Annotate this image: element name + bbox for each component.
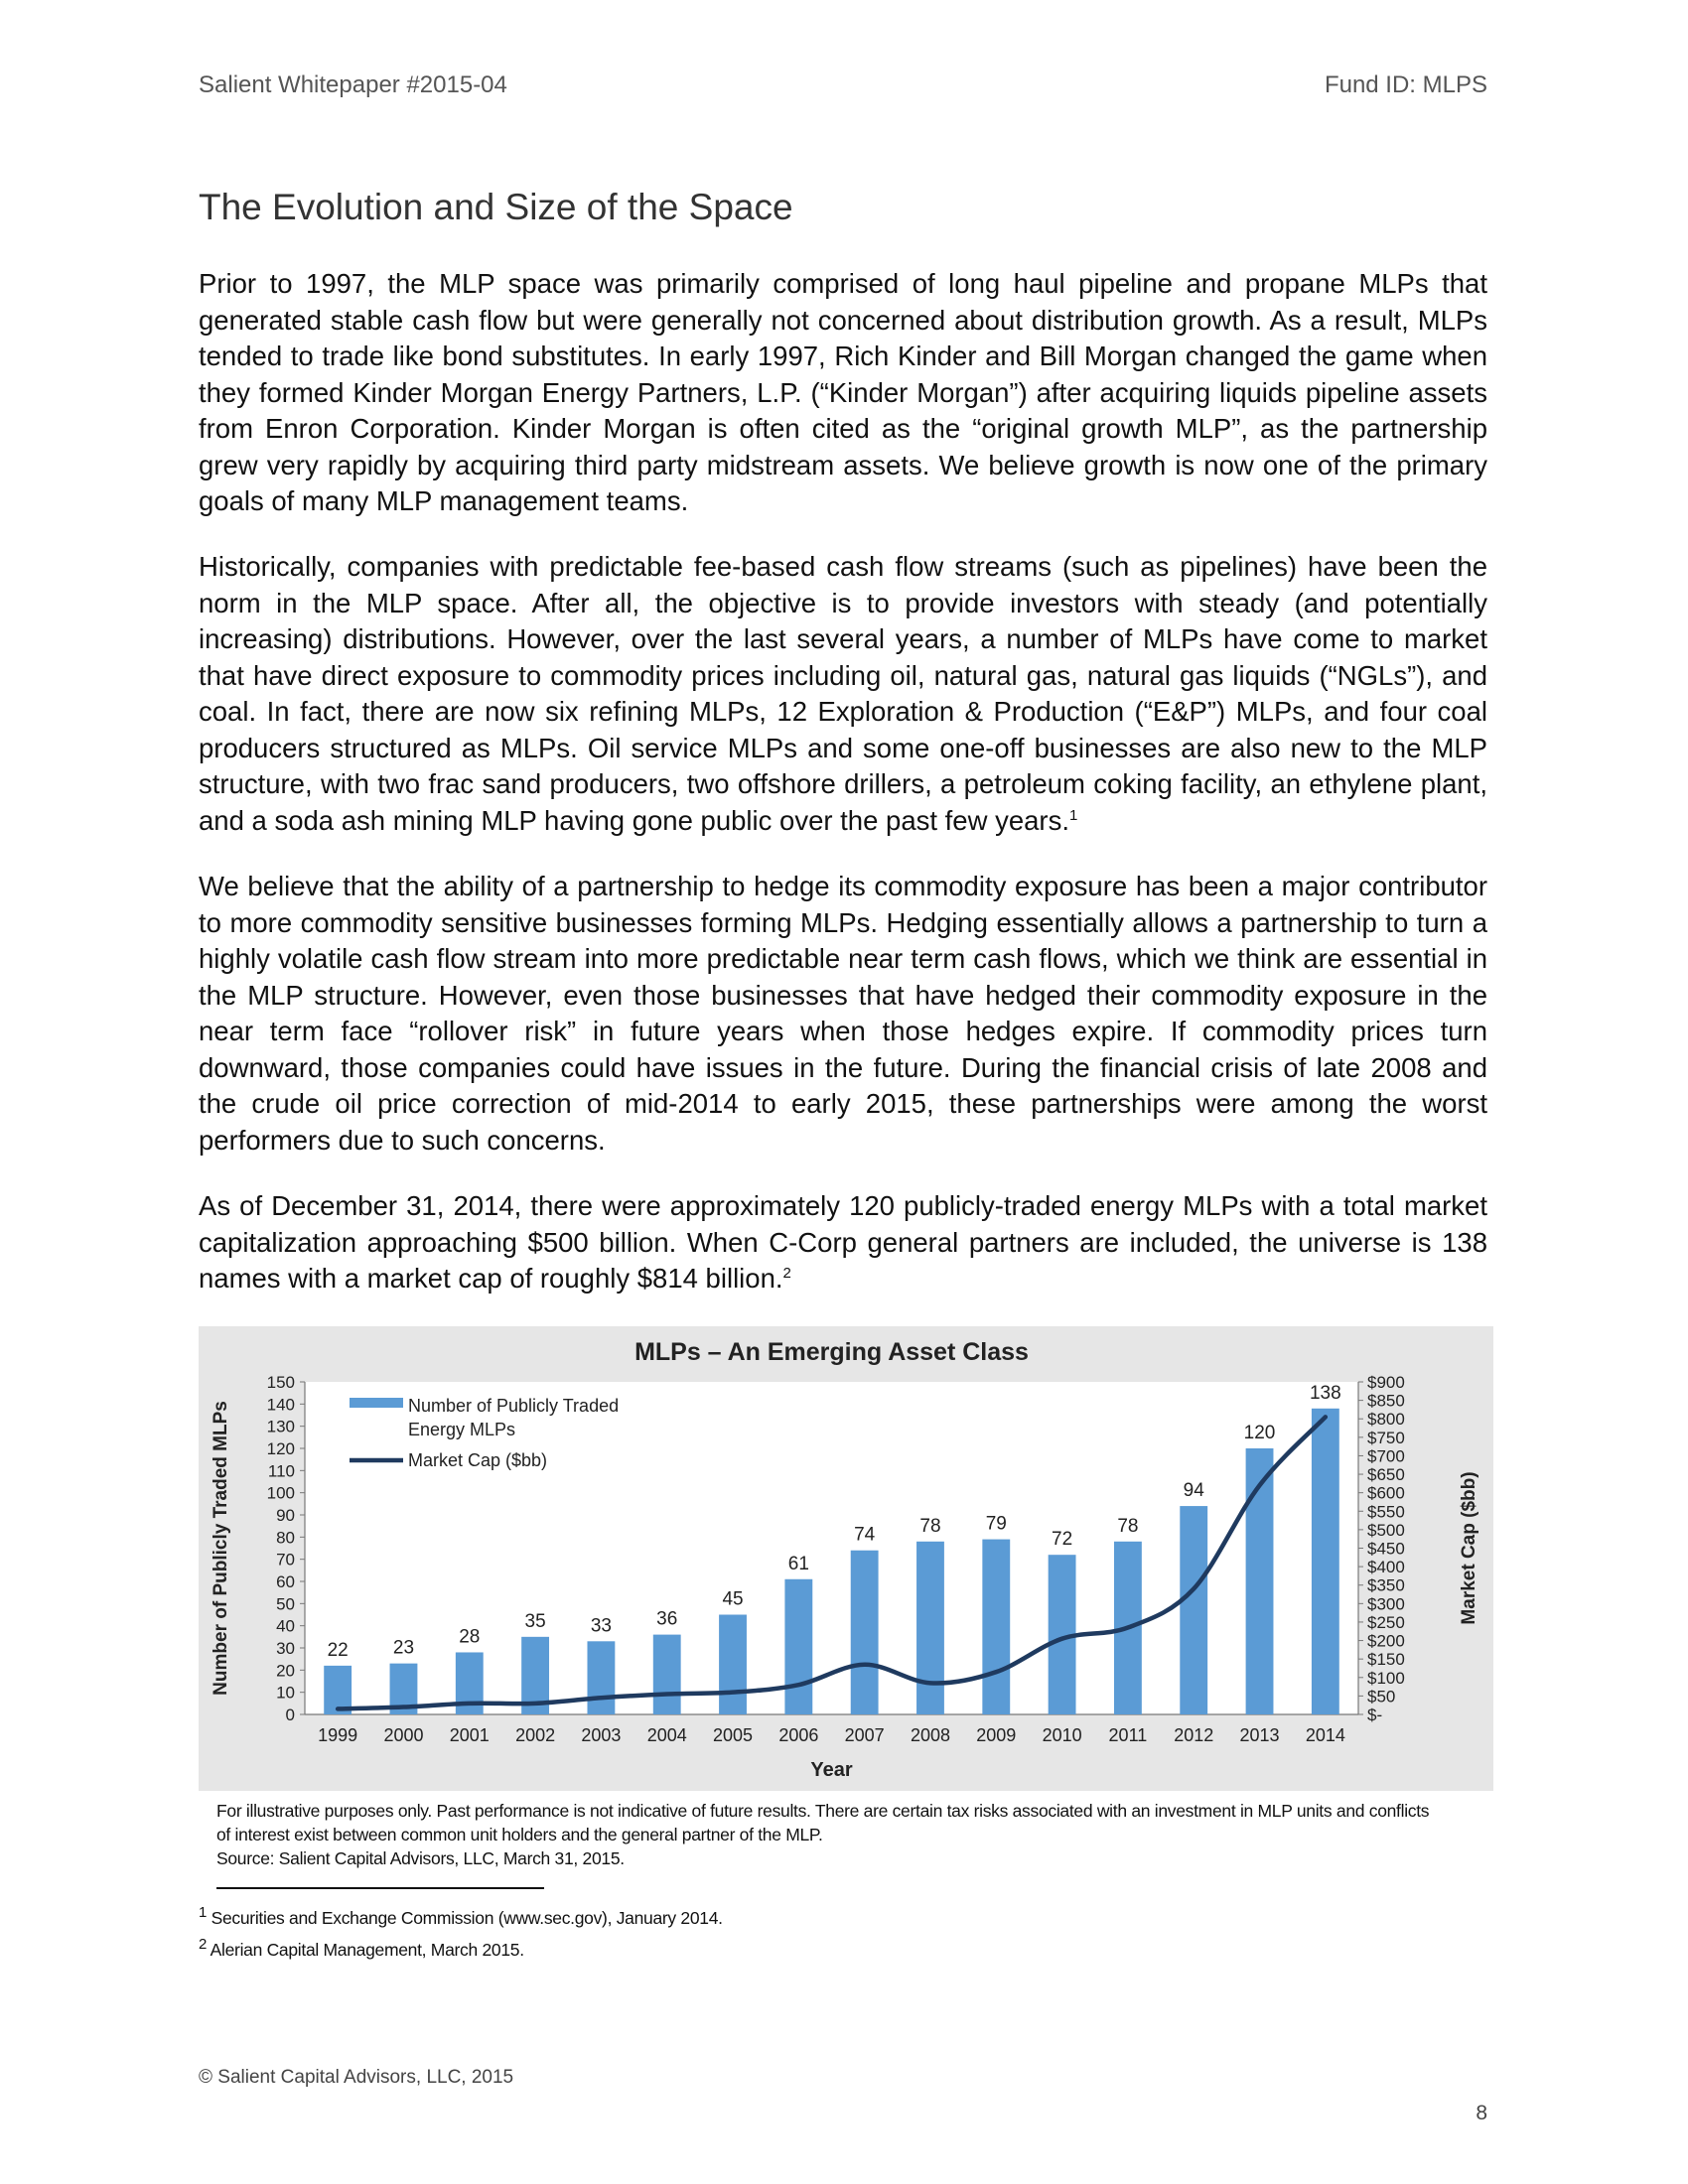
left-axis-tick-label: 70 [276, 1550, 295, 1570]
left-axis-tick-label: 130 [266, 1417, 295, 1436]
bar-data-label: 28 [459, 1626, 481, 1648]
x-axis-tick-label: 2009 [976, 1725, 1017, 1745]
left-axis-tick-label: 100 [266, 1483, 295, 1503]
chart-notes [216, 1799, 1487, 1870]
copyright: © Salient Capital Advisors, LLC, 2015 [199, 2067, 514, 2088]
chart-title: MLPs – An Emerging Asset Class [634, 1338, 1029, 1366]
right-axis-tick-label: $150 [1367, 1650, 1405, 1670]
right-axis-tick-label: $700 [1367, 1446, 1405, 1466]
bar-data-label: 94 [1183, 1480, 1204, 1502]
bar [653, 1635, 681, 1714]
right-axis-tick-label: $300 [1367, 1594, 1405, 1614]
bar-data-label: 120 [1243, 1423, 1276, 1443]
y2-axis-title: Market Cap ($bb) [1459, 1471, 1479, 1625]
footnote-1 [199, 1902, 723, 1934]
bar [1312, 1409, 1339, 1714]
x-axis-tick-label: 2007 [844, 1725, 885, 1745]
right-axis-tick-label: $- [1367, 1706, 1383, 1724]
bar-data-label: 78 [919, 1515, 941, 1537]
right-axis-tick-label: $500 [1367, 1520, 1405, 1540]
paragraph-3: We believe that the ability of a partnership to hedge its commodity exposure has been a major contributor to more commodity sensitive businesses forming MLPs. Hedging essentially allows a partnership to turn a highly volatile cash flow stream into more predictable near term cash flows, which we think are essential in the MLP structure. However, even those businesses that have hedged their commodity exposure in the near term face “rollover risk” in future years when those hedges expire. If commodity prices turn downward, those companies could have issues in the future. During the financial crisis of late 2008 and the crude oil price correction of mid-2014 to early 2015, these partnerships were among the worst performers due to such concerns. [199, 871, 1487, 1156]
left-axis-tick-label: 60 [276, 1572, 295, 1591]
footnote-2 [199, 1934, 723, 1966]
bar [916, 1542, 944, 1714]
chart-note-line-1: For illustrative purposes only. Past performance is not indicative of future results. There are certain tax risks associated with an investment in MLP units and conflicts [216, 1801, 1430, 1821]
source-divider [216, 1887, 544, 1889]
bar-data-label: 61 [787, 1553, 809, 1574]
paragraph-2-text: Historically, companies with predictable fee-based cash flow streams (such as pipelines) have been the norm in the MLP space. After all, the objective is to provide investors with steady (and potentially increasing) distributions. However, over the last several years, a number of MLPs have come to market that have direct exposure to commodity prices including oil, natural gas, natural gas liquids (“NGLs”), and coal. In fact, there are now six refining MLPs, 12 Exploration & Production (“E&P”) MLPs, and four coal producers structured as MLPs. Oil service MLPs and some one-off businesses are also new to the MLP structure, with two frac sand producers, two offshore drillers, a petroleum coking facility, an ethylene plant, and a soda ash mining MLP having gone public over the past few years. [199, 551, 1487, 836]
x-axis-tick-label: 2006 [778, 1725, 819, 1745]
legend-line-label: Market Cap ($bb) [408, 1450, 548, 1470]
left-axis-tick-label: 90 [276, 1506, 295, 1525]
bar [1180, 1506, 1207, 1714]
x-axis-tick-label: 2005 [713, 1725, 754, 1745]
section-title: The Evolution and Size of the Space [199, 187, 793, 227]
bar-data-label: 72 [1052, 1529, 1073, 1551]
x-axis-tick-label: 2010 [1042, 1725, 1082, 1745]
chart-container [199, 1326, 1493, 1791]
x-axis-tick-label: 2008 [910, 1725, 950, 1745]
right-axis-tick-label: $400 [1367, 1558, 1405, 1577]
footnote-ref-2: 2 [782, 1264, 791, 1282]
bar-data-label: 35 [524, 1610, 546, 1632]
header-left: Salient Whitepaper #2015-04 [199, 71, 507, 98]
paragraph-2 [199, 549, 1487, 839]
footnote-ref-1: 1 [1068, 806, 1078, 824]
chart-source: Source: Salient Capital Advisors, LLC, March 31, 2015. [216, 1848, 625, 1868]
left-axis-tick-label: 40 [276, 1616, 295, 1636]
bar-data-label: 23 [392, 1637, 415, 1659]
right-axis-tick-label: $800 [1367, 1410, 1405, 1430]
x-axis-tick-label: 2003 [581, 1725, 622, 1745]
x-axis-tick-label: 2012 [1174, 1725, 1214, 1745]
right-axis-tick-label: $450 [1367, 1539, 1405, 1559]
legend-bar-label-line-1: Number of Publicly Traded [408, 1396, 620, 1416]
bar [719, 1615, 747, 1715]
legend-bar-label-line-2: Energy MLPs [408, 1420, 516, 1439]
right-axis-tick-label: $200 [1367, 1631, 1405, 1651]
paragraph-4-text: As of December 31, 2014, there were approximately 120 publicly-traded energy MLPs with a total market capitalization approaching $500 billion. When C-Corp general partners are included, the universe is 138 names with a market cap of roughly $814 billion. [199, 1190, 1487, 1294]
left-axis-tick-label: 80 [276, 1528, 295, 1548]
bar-data-label: 78 [1117, 1515, 1139, 1537]
x-axis-tick-label: 2001 [449, 1725, 490, 1745]
bar-data-label: 33 [590, 1615, 612, 1637]
x-axis-title: Year [810, 1759, 853, 1781]
mlp-chart [199, 1326, 1493, 1791]
left-axis-tick-label: 150 [266, 1373, 295, 1392]
page-number: 8 [1476, 2102, 1487, 2124]
left-axis-tick-label: 120 [266, 1439, 295, 1458]
chart-note-line-2: of interest exist between common unit holders and the general partner of the MLP. [216, 1825, 823, 1844]
bar [851, 1551, 879, 1714]
left-axis-tick-label: 0 [285, 1706, 295, 1724]
x-axis-tick-label: 2000 [383, 1725, 424, 1745]
left-axis-tick-label: 20 [276, 1661, 295, 1681]
x-axis-tick-label: 1999 [318, 1725, 358, 1745]
left-axis-tick-label: 140 [266, 1395, 295, 1415]
x-axis-tick-label: 2002 [515, 1725, 556, 1745]
footnote-2-text: Alerian Capital Management, March 2015. [210, 1940, 524, 1960]
left-axis-tick-label: 110 [267, 1461, 295, 1481]
right-axis-tick-label: $900 [1367, 1373, 1405, 1392]
x-axis-tick-label: 2004 [646, 1725, 687, 1745]
footnote-2-num: 2 [199, 1936, 208, 1954]
header-right: Fund ID: MLPS [1324, 71, 1487, 98]
right-axis-tick-label: $750 [1367, 1428, 1405, 1447]
right-axis-tick-label: $850 [1367, 1391, 1405, 1411]
bar [982, 1540, 1010, 1714]
bar-data-label: 36 [656, 1608, 678, 1630]
bar-data-label: 138 [1309, 1382, 1341, 1404]
right-axis-tick-label: $50 [1367, 1687, 1396, 1706]
right-axis-tick-label: $100 [1367, 1668, 1405, 1688]
right-axis-tick-label: $650 [1367, 1465, 1405, 1485]
paragraph-1: Prior to 1997, the MLP space was primarily comprised of long haul pipeline and propane MLPs that generated stable cash flow but were generally not concerned about distribution growth. As a result, MLPs tended to trade like bond substitutes. In early 1997, Rich Kinder and Bill Morgan changed the game when they formed Kinder Morgan Energy Partners, L.P. (“Kinder Morgan”) after acquiring liquids pipeline assets from Enron Corporation. Kinder Morgan is often cited as the “original growth MLP”, as the partnership grew very rapidly by acquiring third party midstream assets. We believe growth is now one of the primary goals of many MLP management teams. [199, 268, 1487, 516]
bar-data-label: 79 [985, 1513, 1007, 1535]
y-axis-title: Number of Publicly Traded MLPs [211, 1401, 231, 1696]
right-axis-tick-label: $350 [1367, 1575, 1405, 1595]
legend-bar-swatch [350, 1398, 403, 1408]
left-axis-tick-label: 30 [276, 1639, 295, 1658]
bar [784, 1579, 812, 1714]
left-axis-tick-label: 10 [276, 1683, 295, 1703]
right-axis-tick-label: $600 [1367, 1483, 1405, 1503]
footnotes [199, 1902, 723, 1966]
x-axis-tick-label: 2014 [1305, 1725, 1345, 1745]
right-axis-tick-label: $250 [1367, 1612, 1405, 1632]
paragraph-4 [199, 1188, 1487, 1297]
x-axis-tick-label: 2013 [1239, 1725, 1280, 1745]
left-axis-tick-label: 50 [276, 1594, 295, 1614]
bar [587, 1641, 615, 1714]
right-axis-tick-label: $550 [1367, 1502, 1405, 1522]
footnote-1-num: 1 [199, 1904, 208, 1922]
bar-data-label: 45 [722, 1588, 744, 1610]
bar-data-label: 22 [327, 1639, 349, 1661]
x-axis-tick-label: 2011 [1108, 1725, 1148, 1745]
bar-data-label: 74 [854, 1524, 876, 1546]
footnote-1-text: Securities and Exchange Commission (www.sec.gov), January 2014. [211, 1908, 723, 1928]
